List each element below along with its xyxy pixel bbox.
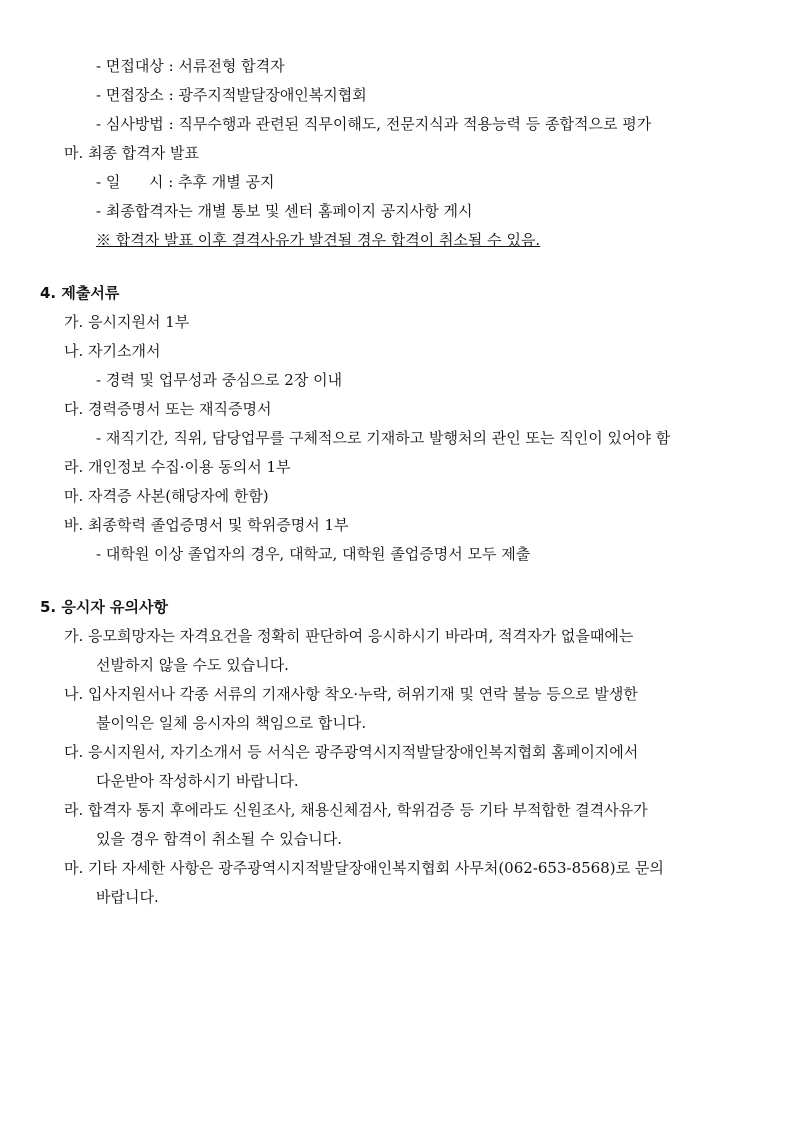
section-5-heading: 5. 응시자 유의사항	[40, 598, 169, 616]
doc-item-license-copy: 마. 자격증 사본(해당자에 한함)	[64, 487, 269, 505]
doc-item-education-cert: 바. 최종학력 졸업증명서 및 학위증명서 1부	[64, 516, 349, 534]
notice-item-4: 라. 합격자 통지 후에라도 신원조사, 채용신체검사, 학위검증 등 기타 부적합한 결격사유가	[64, 801, 648, 819]
notice-item-4-cont: 있을 경우 합격이 취소될 수 있습니다.	[96, 830, 342, 848]
notice-item-3-cont: 다운받아 작성하시기 바랍니다.	[96, 772, 299, 790]
notice-item-2: 나. 입사지원서나 각종 서류의 기재사항 착오·누락, 허위기재 및 연락 불능 등으로 발생한	[64, 685, 638, 703]
doc-item-application: 가. 응시지원서 1부	[64, 313, 190, 331]
notice-item-5-cont: 바랍니다.	[96, 888, 159, 906]
doc-item-career-cert-note: - 재직기간, 직위, 담당업무를 구체적으로 기재하고 발행처의 관인 또는 직인이 있어야 함	[96, 429, 671, 447]
interview-target: - 면접대상 : 서류전형 합격자	[96, 57, 285, 75]
section-4-heading: 4. 제출서류	[40, 284, 120, 302]
interview-location: - 면접장소 : 광주지적발달장애인복지협회	[96, 86, 367, 104]
announcement-method: - 최종합격자는 개별 통보 및 센터 홈페이지 공지사항 게시	[96, 202, 473, 220]
notice-item-5: 마. 기타 자세한 사항은 광주광역시지적발달장애인복지협회 사무처(062-653-8568)로 문의	[64, 859, 664, 877]
final-announcement-heading: 마. 최종 합격자 발표	[64, 144, 199, 162]
doc-item-self-intro-note: - 경력 및 업무성과 중심으로 2장 이내	[96, 371, 343, 389]
doc-item-self-intro: 나. 자기소개서	[64, 342, 161, 360]
cancellation-notice: ※ 합격자 발표 이후 결격사유가 발견될 경우 합격이 취소될 수 있음.	[96, 231, 541, 249]
doc-item-career-cert: 다. 경력증명서 또는 재직증명서	[64, 400, 272, 418]
notice-item-1: 가. 응모희망자는 자격요건을 정확히 판단하여 응시하시기 바라며, 적격자가 없을때에는	[64, 627, 634, 645]
doc-item-education-cert-note: - 대학원 이상 졸업자의 경우, 대학교, 대학원 졸업증명서 모두 제출	[96, 545, 531, 563]
notice-item-1-cont: 선발하지 않을 수도 있습니다.	[96, 656, 289, 674]
notice-item-2-cont: 불이익은 일체 응시자의 책임으로 합니다.	[96, 714, 367, 732]
evaluation-method: - 심사방법 : 직무수행과 관련된 직무이해도, 전문지식과 적용능력 등 종합적으로 평가	[96, 115, 652, 133]
doc-item-privacy-consent: 라. 개인정보 수집·이용 동의서 1부	[64, 458, 291, 476]
notice-item-3: 다. 응시지원서, 자기소개서 등 서식은 광주광역시지적발달장애인복지협회 홈페이지에서	[64, 743, 639, 761]
announcement-date: - 일 시 : 추후 개별 공지	[96, 173, 275, 191]
